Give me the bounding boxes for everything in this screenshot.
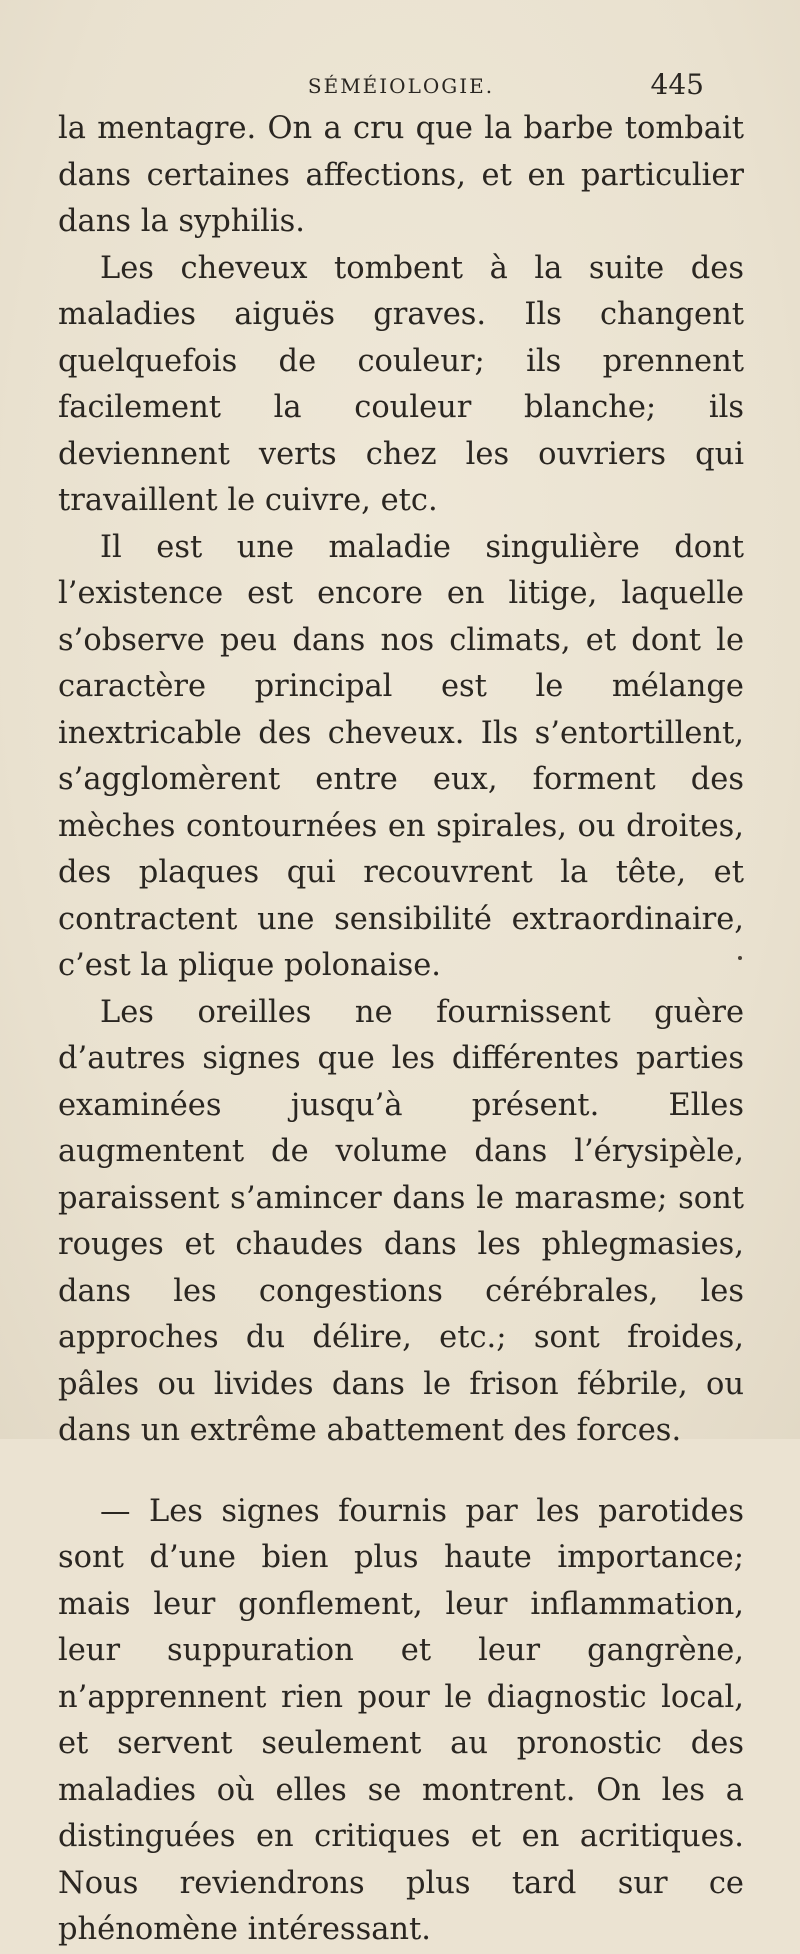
- running-head: SÉMÉIOLOGIE.: [307, 74, 495, 98]
- ink-speck: [738, 956, 742, 960]
- paragraph-mentagre: la mentagre. On a cru que la barbe tombait dans certaines affections, et en particulier dans la syphilis.: [58, 111, 744, 239]
- page-number: 445: [650, 68, 704, 101]
- paragraph-parotides: — Les signes fournis par les parotides sont d’une bien plus haute importance; mais leur gonflement, leur inflammation, leur suppuration et leur gangrène, n’apprennent rien pour le diagnostic local, et servent seulement au pronostic des maladies où elles se montrent. On les a distinguées en critiques et en acritiques. Nous reviendrons plus tard sur ce phénomène intéressant.: [58, 1493, 744, 1947]
- paragraph-oreilles: Les oreilles ne fournissent guère d’autres signes que les différentes parties examinées jusqu’à présent. Elles augmentent de volume dans l’érysipèle, paraissent s’amincer dans le marasme; sont rouges et chaudes dans les phlegmasies, dans les congestions cérébrales, les approches du délire, etc.; sont froides, pâles ou livides dans le frison fébrile, ou dans un extrême abattement des forces.: [58, 994, 744, 1448]
- page-header: [58, 68, 744, 106]
- paragraph-cheveux: Les cheveux tombent à la suite des maladies aiguës graves. Ils changent quelquefois de couleur; ils prennent facilement la couleur blanche; ils deviennent verts chez les ouvriers qui travaillent le cuivre, etc.: [58, 250, 744, 518]
- body-text: [58, 106, 744, 1954]
- paragraph-plique-polonaise: Il est une maladie singulière dont l’existence est encore en litige, laquelle s’observe peu dans nos climats, et dont le caractère principal est le mélange inextricable des cheveux. Ils s’entortillent, s’agglomèrent entre eux, forment des mèches contournées en spirales, ou droites, des plaques qui recouvrent la tête, et contractent une sensibilité extraordinaire, c’est la plique polonaise.: [58, 529, 744, 983]
